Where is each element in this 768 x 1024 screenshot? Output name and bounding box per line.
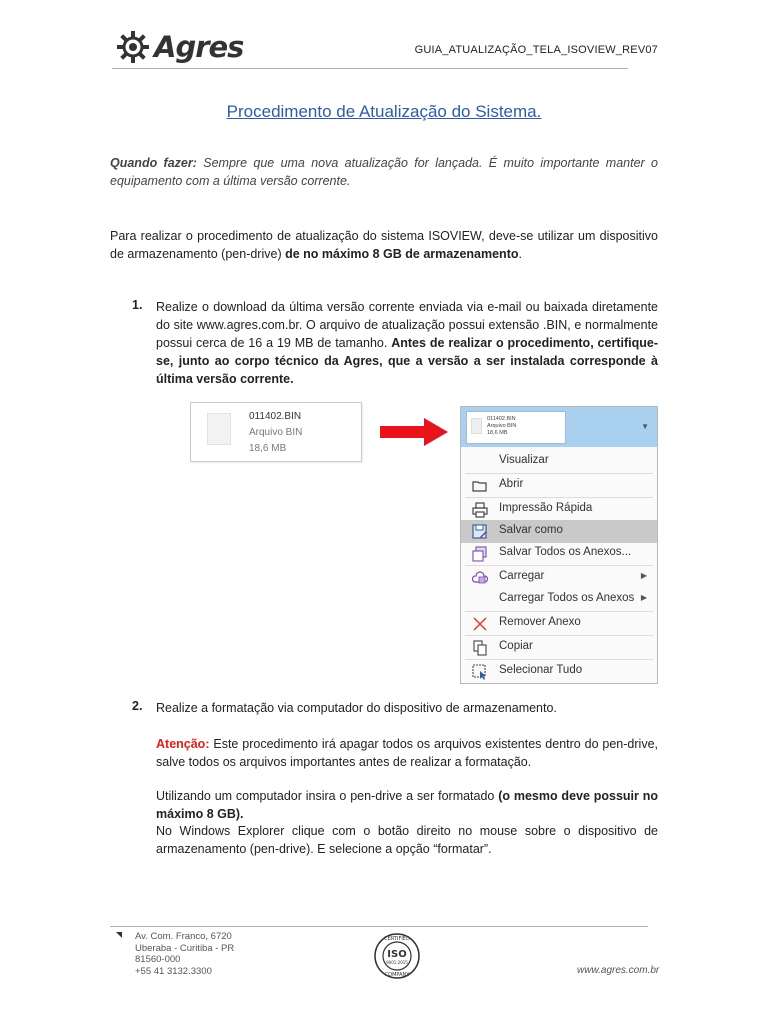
submenu-arrow-icon: ▶ bbox=[640, 593, 647, 602]
menu-item-salvar-como[interactable] bbox=[461, 520, 657, 543]
step1-bold: Antes de realizar o procedimento, certifique-se, junto ao corpo técnico da Agres, que a versão a ser instalada corresponde à última versão corrente. bbox=[156, 336, 658, 386]
iso-certification-seal bbox=[373, 930, 421, 986]
mini-file-type: Arquivo BIN bbox=[487, 423, 517, 429]
address-line: 81560-000 bbox=[135, 954, 181, 965]
printer-icon bbox=[472, 502, 488, 518]
menu-item-selecionar-tudo[interactable] bbox=[461, 660, 657, 683]
menu-item-abrir[interactable] bbox=[461, 474, 657, 497]
warning-text: Este procedimento irá apagar todos os arquivos existentes dentro do pen-drive, salve todos os arquivos importantes antes de realizar a formatação. bbox=[156, 737, 658, 769]
document-icon bbox=[471, 418, 482, 434]
warning-paragraph bbox=[156, 735, 658, 771]
remove-icon bbox=[472, 616, 488, 632]
intro-paragraph bbox=[110, 227, 658, 263]
menu-item-label: Impressão Rápida bbox=[499, 502, 593, 514]
warning-label: Atenção: bbox=[156, 737, 210, 751]
gear-icon bbox=[116, 30, 150, 64]
menu-item-label: Abrir bbox=[499, 478, 524, 490]
seal-top-text: CERTIFIED bbox=[384, 936, 410, 942]
chevron-down-icon[interactable]: ▼ bbox=[641, 422, 649, 431]
submenu-arrow-icon: ▶ bbox=[640, 571, 647, 580]
select-all-icon bbox=[472, 664, 488, 680]
intro-end: . bbox=[518, 247, 522, 261]
menu-item-label: Selecionar Tudo bbox=[499, 664, 583, 676]
when-paragraph bbox=[110, 154, 658, 190]
menu-item-visualizar[interactable] bbox=[461, 450, 657, 473]
footer-address bbox=[135, 931, 234, 977]
when-text: Sempre que uma nova atualização for lançada. É muito importante manter o equipamento com a última versão corrente. bbox=[110, 156, 658, 188]
footer-divider bbox=[110, 926, 648, 927]
usage-text: Utilizando um computador insira o pen-drive a ser formatado bbox=[156, 789, 499, 803]
corner-mark-icon bbox=[116, 932, 122, 938]
menu-item-label: Salvar Todos os Anexos... bbox=[499, 546, 632, 558]
document-icon bbox=[207, 413, 231, 445]
step2-text: Realize a formatação via computador do dispositivo de armazenamento. bbox=[156, 701, 557, 715]
seal-iso-text: ISO bbox=[387, 949, 407, 960]
menu-item-carregar-todos[interactable] bbox=[461, 588, 657, 611]
brand-name: Agres bbox=[154, 30, 244, 64]
address-line: +55 41 3132.3300 bbox=[135, 965, 212, 977]
menu-attachment-header[interactable] bbox=[461, 407, 657, 447]
folder-icon bbox=[472, 478, 488, 494]
usage-bold: (o mesmo deve possuir no máximo 8 GB). bbox=[156, 789, 658, 821]
menu-item-label: Remover Anexo bbox=[499, 616, 581, 628]
menu-item-label: Carregar bbox=[499, 570, 545, 582]
upload-cloud-icon bbox=[472, 570, 488, 586]
document-code: GUIA_ATUALIZAÇÃO_TELA_ISOVIEW_REV07 bbox=[414, 44, 658, 56]
menu-item-salvar-todos[interactable] bbox=[461, 542, 657, 565]
menu-item-carregar[interactable] bbox=[461, 566, 657, 589]
copy-icon bbox=[472, 640, 488, 656]
footer-website: www.agres.com.br bbox=[577, 965, 660, 976]
address-line: Av. Com. Franco, 6720 bbox=[135, 931, 232, 942]
file-type: Arquivo BIN bbox=[249, 427, 303, 438]
seal-bottom-text: COMPANY bbox=[384, 972, 410, 978]
menu-item-label: Visualizar bbox=[499, 454, 549, 466]
save-as-icon bbox=[472, 524, 488, 540]
address-line: Uberaba - Curitiba - PR bbox=[135, 942, 235, 954]
menu-item-copiar[interactable] bbox=[461, 636, 657, 659]
seal-number-text: 9001:2015 bbox=[386, 960, 408, 965]
agres-logo bbox=[116, 30, 243, 64]
menu-item-label: Carregar Todos os Anexos bbox=[499, 592, 635, 604]
intro-text: Para realizar o procedimento de atualização do sistema ISOVIEW, deve-se utilizar um dispositivo de armazenamento (pen-drive) bbox=[110, 229, 658, 261]
menu-item-label: Salvar como bbox=[499, 524, 563, 536]
usage-paragraph bbox=[156, 787, 658, 823]
mini-file-size: 18,6 MB bbox=[487, 430, 508, 436]
save-all-icon bbox=[472, 546, 488, 562]
menu-item-remover-anexo[interactable] bbox=[461, 612, 657, 635]
intro-bold: de no máximo 8 GB de armazenamento bbox=[285, 247, 519, 261]
page-title: Procedimento de Atualização do Sistema. bbox=[226, 102, 542, 121]
attachment-context-menu bbox=[460, 406, 658, 684]
header-divider bbox=[112, 68, 628, 69]
step1-paragraph bbox=[156, 298, 658, 388]
when-label: Quando fazer: bbox=[110, 156, 197, 170]
mini-file-name: 011402.BIN bbox=[487, 416, 516, 422]
step2-number: 2. bbox=[132, 699, 143, 713]
right-arrow-icon bbox=[380, 418, 448, 446]
file-name: 011402.BIN bbox=[249, 411, 302, 422]
mini-file-card[interactable] bbox=[466, 411, 566, 444]
step1-text: Realize o download da última versão corrente enviada via e-mail ou baixada diretamente do site www.agres.com.br. O arquivo de atualização possui extensão .BIN, e normalmente possui cerca de 16 a 19 MB de tamanho. bbox=[156, 300, 658, 350]
menu-item-label: Copiar bbox=[499, 640, 533, 652]
step1-number: 1. bbox=[132, 298, 143, 312]
explorer-paragraph: No Windows Explorer clique com o botão direito no mouse sobre o dispositivo de armazenamento (pen-drive). E selecione a opção “formatar”. bbox=[156, 824, 658, 856]
attachment-file-card[interactable] bbox=[190, 402, 362, 462]
menu-item-impressao-rapida[interactable] bbox=[461, 498, 657, 521]
file-size: 18,6 MB bbox=[249, 443, 287, 454]
